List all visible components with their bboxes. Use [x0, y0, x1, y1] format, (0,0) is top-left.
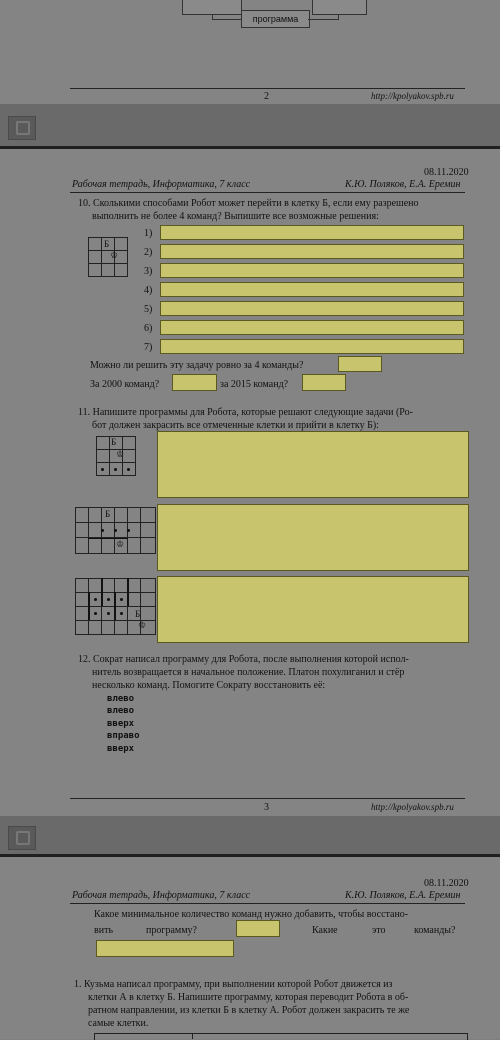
mark-dot: [127, 529, 130, 532]
code-line: влево: [107, 706, 135, 716]
header-left: Рабочая тетрадь, Информатика, 7 класс: [72, 179, 251, 190]
flow-box-right: [312, 0, 367, 15]
footer-rule-3: [70, 798, 465, 799]
bottom-task1-text-4: самые клетки.: [88, 1018, 149, 1029]
answer-field-5[interactable]: [160, 301, 464, 316]
grid-a-letter-b: Б: [111, 437, 117, 447]
page-icon: [16, 121, 30, 135]
footer-page-number: 3: [264, 802, 269, 813]
grid-a-robot-icon: ♔: [116, 449, 125, 459]
task12b-kakie: Какие: [312, 925, 338, 936]
answer-2000[interactable]: [172, 374, 217, 391]
bottom-task1-text-1: 1. Кузьма написал программу, при выполнении которой Робот движется из: [74, 979, 393, 990]
task12b-eto: это: [372, 925, 386, 936]
answer-label-6: 6): [144, 323, 153, 334]
task10-letter-b: Б: [104, 239, 110, 249]
mark-dot: [107, 598, 110, 601]
page-thumb-button[interactable]: [8, 116, 36, 140]
answer-label-5: 5): [144, 304, 153, 315]
footer-url: http://kpolyakov.spb.ru: [371, 91, 454, 101]
q-exact4: Можно ли решить эту задачу ровно за 4 команды?: [90, 360, 304, 371]
answer-label-3: 3): [144, 266, 153, 277]
grid-c-robot-icon: ♔: [138, 620, 147, 630]
task12b-text-1: Какое минимальное количество команд нужно добавить, чтобы восстано-: [94, 909, 409, 920]
page-icon: [16, 831, 30, 845]
answer-label-7: 7): [144, 342, 153, 353]
task12b-vit: вить: [94, 925, 114, 936]
header2-left: Рабочая тетрадь, Информатика, 7 класс: [72, 890, 251, 901]
task12-text-2: нитель возвращается в начальное положение. Платон похулиганил и стёр: [92, 667, 405, 678]
task12b-prog: программу?: [146, 925, 197, 936]
answer-field-3[interactable]: [160, 263, 464, 278]
flow-arrow-right: [338, 14, 339, 20]
mark-dot: [107, 612, 110, 615]
code-line: вверх: [107, 744, 135, 754]
page-gap: [0, 104, 500, 148]
answer-field-4[interactable]: [160, 282, 464, 297]
q-2015: за 2015 команд?: [220, 379, 289, 390]
mark-dot: [120, 612, 123, 615]
bottom-task1-text-3: ратном направлении, из клетки Б в клетку А. Робот должен закрасить те же: [88, 1005, 410, 1016]
header-right: К.Ю. Поляков, Е.А. Еремин: [345, 179, 461, 190]
answer-field-6[interactable]: [160, 320, 464, 335]
answer-field-7[interactable]: [160, 339, 464, 354]
mark-dot: [101, 529, 104, 532]
header2-rule: [70, 903, 465, 904]
header-rule: [70, 192, 465, 193]
answer-min-commands[interactable]: [236, 920, 280, 937]
bottom-task1-text-2: клетки А в клетку Б. Напишите программу, которая переводит Робота в об-: [88, 992, 409, 1003]
mark-dot: [114, 529, 117, 532]
task10-text-1: 10. Сколькими способами Робот может перейти в клетку Б, если ему разрешено: [78, 198, 419, 209]
flow-box-left: [182, 0, 242, 15]
task11-text-1: 11. Напишите программы для Робота, которые решают следующие задачи (Ро-: [78, 407, 413, 418]
footer-url-3: http://kpolyakov.spb.ru: [371, 802, 454, 812]
answer-field-1[interactable]: [160, 225, 464, 240]
robot-icon: ♔: [110, 250, 119, 260]
header-date: 08.11.2020: [424, 167, 469, 178]
answer-exact4[interactable]: [338, 356, 382, 372]
code-line: влево: [107, 694, 135, 704]
answer-label-1: 1): [144, 228, 153, 239]
q-2000: За 2000 команд?: [90, 379, 160, 390]
flow-line-left: [212, 19, 242, 20]
mark-dot: [120, 598, 123, 601]
header2-date: 08.11.2020: [424, 878, 469, 889]
flow-line-right: [308, 19, 338, 20]
answer-label-2: 2): [144, 247, 153, 258]
page-thumb-button-2[interactable]: [8, 826, 36, 850]
task10-text-2: выполнить не более 4 команд? Выпишите все возможные решения:: [92, 211, 379, 222]
task12-text-1: 12. Сократ написал программу для Робота, после выполнения которой испол-: [78, 654, 409, 665]
grid-b-robot-icon: ♔: [116, 539, 125, 549]
task11-text-2: бот должен закрасить все отмеченные клетки и прийти в клетку Б):: [92, 420, 379, 431]
mark-dot: [101, 468, 104, 471]
header2-right: К.Ю. Поляков, Е.А. Еремин: [345, 890, 461, 901]
grid-c-letter-b: Б: [135, 609, 141, 619]
bottom-table-divider: [192, 1033, 193, 1039]
program-field-c[interactable]: [157, 576, 469, 643]
mark-dot: [127, 468, 130, 471]
task12b-komandy: команды?: [414, 925, 456, 936]
mark-dot: [114, 468, 117, 471]
code-line: вверх: [107, 719, 135, 729]
task12-text-3: несколько команд. Помогите Сократу восстановить её:: [92, 680, 326, 691]
answer-which-commands[interactable]: [96, 940, 234, 957]
code-line: вправо: [107, 731, 140, 741]
page-number: 2: [264, 91, 269, 102]
program-field-b[interactable]: [157, 504, 469, 571]
program-box: программа: [241, 10, 310, 28]
answer-field-2[interactable]: [160, 244, 464, 259]
footer-rule: [70, 88, 465, 89]
answer-label-4: 4): [144, 285, 153, 296]
mark-dot: [94, 598, 97, 601]
answer-2015[interactable]: [302, 374, 346, 391]
mark-dot: [94, 612, 97, 615]
grid-b-letter-b: Б: [105, 509, 111, 519]
page-gap-2: [0, 816, 500, 856]
program-field-a[interactable]: [157, 431, 469, 498]
